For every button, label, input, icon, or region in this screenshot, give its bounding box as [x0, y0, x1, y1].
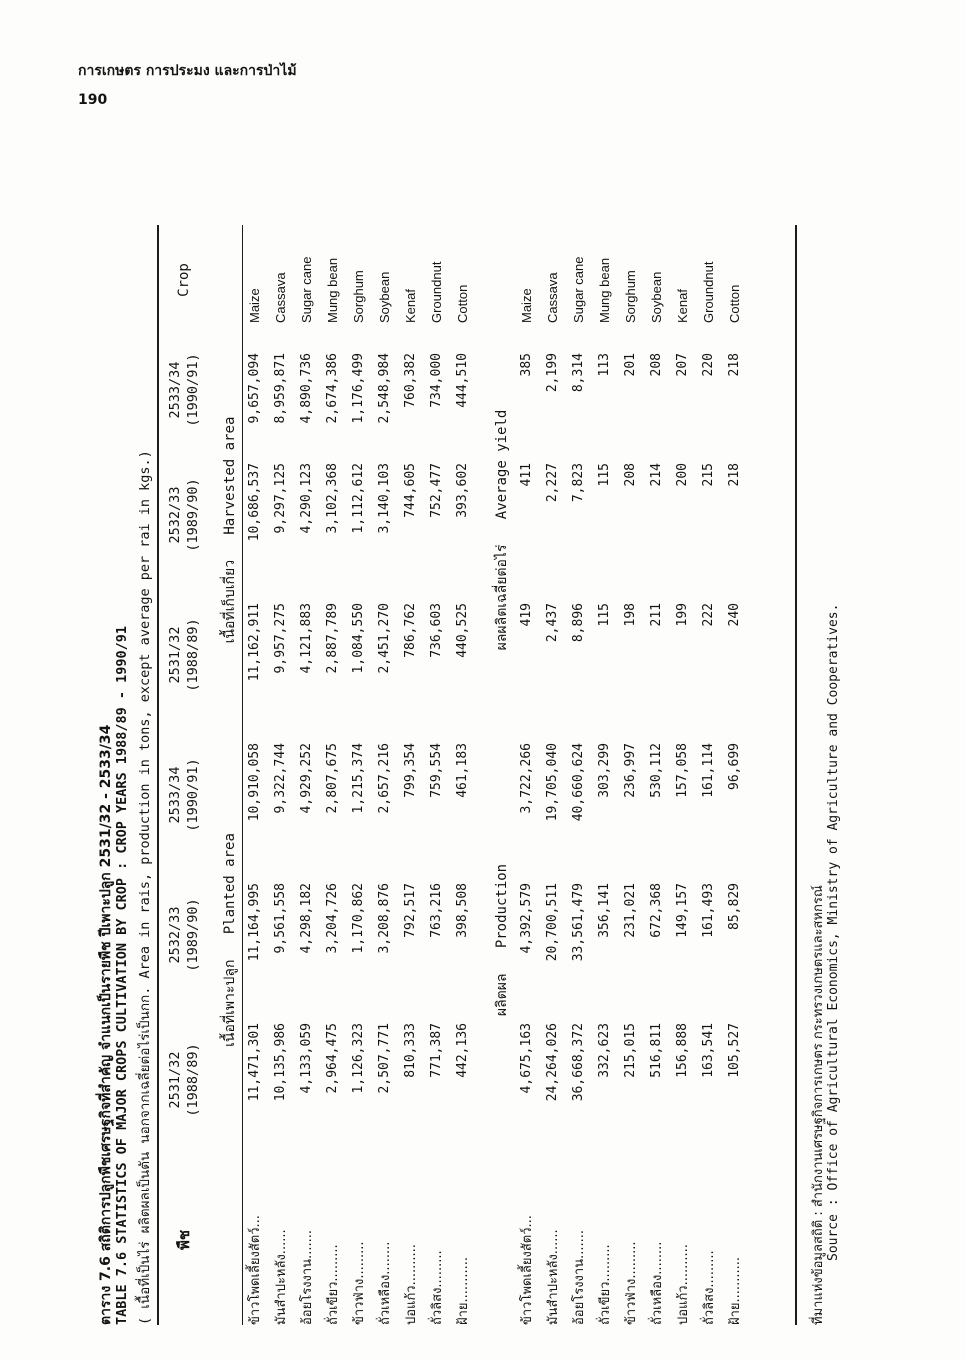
table-cell-value: 4,929,252: [298, 743, 314, 814]
page-header-title: การเกษตร การประมง และการป่าไม้: [78, 63, 297, 79]
table-cell-value: 2,657,216: [376, 743, 392, 814]
table-cell-value: 2,451,270: [376, 603, 392, 674]
crop-name-thai: ข้าวโพดเลี้ยงสัตว์...: [247, 1215, 263, 1325]
table-cell-value: 2,548,984: [376, 353, 392, 424]
crop-name-thai: ถั่วเขียว.........: [325, 1244, 341, 1325]
table-cell-value: 332,623: [596, 1023, 612, 1078]
section-label-production: [485, 725, 513, 1155]
table-units-note: ( เนื้อที่เป็นไร่ ผลิตผลเป็นตัน นอกจากเฉลี่ยต่อไร่เป็นกก. Area in rais, production in tons, except average per rai in kgs.): [137, 450, 153, 1325]
crop-name-english: Kenaf: [402, 289, 418, 323]
table-cell-value: 1,126,323: [350, 1023, 366, 1094]
table-cell-value: 24,264,026: [544, 1023, 560, 1102]
table-cell-value: 763,216: [428, 883, 444, 938]
column-header-year-thai: 2531/32: [167, 626, 183, 684]
table-cell-value: 419: [518, 603, 534, 627]
table-cell-value: 207: [674, 353, 690, 377]
table-cell-value: 218: [726, 463, 742, 487]
table-cell-value: 9,561,558: [272, 883, 288, 954]
section-label-harvested: [213, 335, 241, 725]
column-header-year: [165, 865, 203, 1005]
table-cell-value: 8,314: [570, 353, 586, 393]
table-bottom-rule: [795, 225, 797, 1325]
table-cell-value: 2,674,386: [324, 353, 340, 424]
table-cell-value: 4,890,736: [298, 353, 314, 424]
table-cell-value: 40,660,624: [570, 743, 586, 822]
table-cell-value: 9,657,094: [246, 353, 262, 424]
column-header-year-thai: 2532/33: [167, 906, 183, 964]
table-cell-value: 799,354: [402, 743, 418, 798]
table-cell-value: 2,199: [544, 353, 560, 393]
table-row: [513, 225, 539, 1325]
table-cell-value: 214: [648, 463, 664, 487]
table-cell-value: 149,157: [674, 883, 690, 938]
column-header-year-english: (1989/90): [185, 898, 201, 972]
table-cell-value: 211: [648, 603, 664, 627]
table-cell-value: 792,517: [402, 883, 418, 938]
table-cell-value: 734,000: [428, 353, 444, 408]
table-row: [423, 225, 449, 1325]
column-header-year-english: (1990/91): [185, 353, 201, 427]
table-cell-value: 672,368: [648, 883, 664, 938]
table-cell-value: 530,112: [648, 743, 664, 798]
table-cell-value: 9,957,275: [272, 603, 288, 674]
crop-name-english: Groundnut: [428, 261, 444, 323]
table-cell-value: 11,162,911: [246, 603, 262, 682]
column-header-year-thai: 2533/34: [167, 766, 183, 824]
table-cell-value: 744,605: [402, 463, 418, 518]
table-cell-value: 10,135,986: [272, 1023, 288, 1102]
column-header-year: [165, 725, 203, 865]
crop-name-english: Kenaf: [674, 289, 690, 323]
table-cell-value: 440,525: [454, 603, 470, 658]
table-cell-value: 759,554: [428, 743, 444, 798]
table-cell-value: 1,170,862: [350, 883, 366, 954]
table-cell-value: 7,823: [570, 463, 586, 503]
table-cell-value: 36,668,372: [570, 1023, 586, 1102]
column-header-year-english: (1989/90): [185, 478, 201, 552]
page-number: 190: [78, 92, 108, 108]
table-caption-thai: ตาราง 7.6 สถิติการปลูกพืชเศรษฐกิจที่สำคัญ จำแนกเป็นรายพืช ปีเพาะปลูก 2531/32 - 2533/34: [98, 724, 114, 1325]
table-top-rule: [157, 225, 159, 1325]
crop-name-thai: ข้าวฟ่าง.........: [623, 1241, 639, 1325]
section-header-row-production: [485, 225, 513, 1325]
table-row: [371, 225, 397, 1325]
table-row: [293, 225, 319, 1325]
table-cell-value: 8,959,871: [272, 353, 288, 424]
table-cell-value: 240: [726, 603, 742, 627]
table-cell-value: 3,208,876: [376, 883, 392, 954]
table-cell-value: 85,829: [726, 883, 742, 930]
table-cell-value: 2,437: [544, 603, 560, 643]
column-header-year: [165, 335, 203, 445]
table-cell-value: 215: [700, 463, 716, 487]
table-cell-value: 231,021: [622, 883, 638, 938]
table-cell-value: 105,527: [726, 1023, 742, 1078]
crop-name-english: Maize: [518, 288, 534, 323]
section-label-production-english: Production: [494, 863, 510, 949]
table-cell-value: 303,299: [596, 743, 612, 798]
crop-name-thai: มันสำปะหลัง......: [545, 1229, 561, 1325]
section-label-harvested-thai: เนื้อที่เก็บเกี่ยว: [222, 559, 238, 644]
source-note-english: Source : Office of Agricultural Economics, Ministry of Agriculture and Cooperatives.: [826, 603, 841, 1261]
table-row: [565, 225, 591, 1325]
table-cell-value: 96,699: [726, 743, 742, 790]
table-row: [617, 225, 643, 1325]
table-cell-value: 2,507,771: [376, 1023, 392, 1094]
crop-name-thai: ถั่วลิสง.........: [701, 1250, 717, 1325]
column-header-crop-english: Crop: [176, 263, 192, 297]
table-cell-value: 3,140,103: [376, 463, 392, 534]
column-header-year-english: (1990/91): [185, 758, 201, 832]
table-cell-value: 156,888: [674, 1023, 690, 1078]
rotated-table-block: [95, 165, 865, 1325]
table-cell-value: 201: [622, 353, 638, 377]
table-cell-value: 752,477: [428, 463, 444, 518]
crop-name-english: Sugar cane: [298, 256, 314, 323]
section-label-harvested-english: Harvested area: [222, 416, 238, 535]
table-row: [721, 225, 747, 1325]
table-cell-value: 786,762: [402, 603, 418, 658]
column-header-year-thai: 2532/33: [167, 486, 183, 544]
table-row: [591, 225, 617, 1325]
table-cell-value: 771,387: [428, 1023, 444, 1078]
column-header-row: [165, 225, 203, 1325]
table-cell-value: 220: [700, 353, 716, 377]
table-cell-value: 33,561,479: [570, 883, 586, 962]
table-cell-value: 760,382: [402, 353, 418, 408]
source-note-thai: ที่มาแห่งข้อมูลสถิติ : สำนักงานเศรษฐกิจการเกษตร กระทรวงเกษตรและสหกรณ์: [811, 885, 826, 1325]
crop-name-english: Soybean: [376, 271, 392, 323]
table-cell-value: 393,602: [454, 463, 470, 518]
table-cell-value: 161,493: [700, 883, 716, 938]
table-cell-value: 4,392,579: [518, 883, 534, 954]
table-cell-value: 208: [622, 463, 638, 487]
crop-name-english: Mung bean: [596, 257, 612, 323]
table-cell-value: 810,333: [402, 1023, 418, 1078]
crop-name-thai: ฝ้าย...........: [455, 1257, 471, 1325]
crop-name-thai: อ้อยโรงงาน.......: [299, 1229, 315, 1325]
table-cell-value: 115: [596, 603, 612, 627]
table-cell-value: 11,164,995: [246, 883, 262, 962]
table-cell-value: 2,964,475: [324, 1023, 340, 1094]
crop-name-thai: ฝ้าย...........: [727, 1257, 743, 1325]
table-cell-value: 4,675,163: [518, 1023, 534, 1094]
crop-name-english: Mung bean: [324, 257, 340, 323]
table-cell-value: 3,722,266: [518, 743, 534, 814]
table-row: [539, 225, 565, 1325]
table-cell-value: 3,102,368: [324, 463, 340, 534]
table-cell-value: 516,811: [648, 1023, 664, 1078]
column-header-year-thai: 2533/34: [167, 361, 183, 419]
table-row: [397, 225, 423, 1325]
section-label-yield: [485, 335, 513, 725]
crop-name-english: Sugar cane: [570, 256, 586, 323]
table-cell-value: 161,114: [700, 743, 716, 798]
column-header-crop-thai: พืช: [175, 1229, 193, 1251]
crop-name-thai: ปอแก้ว..........: [403, 1244, 419, 1325]
table-cell-value: 356,141: [596, 883, 612, 938]
table-cell-value: 198: [622, 603, 638, 627]
crop-name-thai: ปอแก้ว..........: [675, 1244, 691, 1325]
table-cell-value: 4,121,883: [298, 603, 314, 674]
table-row: [449, 225, 475, 1325]
table-row: [643, 225, 669, 1325]
crop-name-english: Sorghum: [622, 270, 638, 323]
column-header-year-thai: 2531/32: [167, 1051, 183, 1109]
crop-name-thai: ข้าวโพดเลี้ยงสัตว์...: [519, 1215, 535, 1325]
section-label-planted-thai: เนื้อที่เพาะปลูก: [222, 959, 238, 1047]
table-cell-value: 442,136: [454, 1023, 470, 1078]
crop-name-thai: ถั่วลิสง.........: [429, 1250, 445, 1325]
table-cell-value: 199: [674, 603, 690, 627]
table-cell-value: 9,322,744: [272, 743, 288, 814]
table-cell-value: 2,887,789: [324, 603, 340, 674]
crop-name-english: Soybean: [648, 271, 664, 323]
table-row: [267, 225, 293, 1325]
table-cell-value: 736,603: [428, 603, 444, 658]
table-cell-value: 1,176,499: [350, 353, 366, 424]
table-cell-value: 1,084,550: [350, 603, 366, 674]
table-cell-value: 461,183: [454, 743, 470, 798]
table-cell-value: 3,204,726: [324, 883, 340, 954]
table-row: [669, 225, 695, 1325]
crop-name-english: Sorghum: [350, 270, 366, 323]
section-label-yield-english: Average yield: [494, 409, 510, 520]
section-label-yield-thai: ผลผลิตเฉลี่ยต่อไร่: [494, 544, 510, 651]
table-cell-value: 115: [596, 463, 612, 487]
table-cell-value: 157,058: [674, 743, 690, 798]
table-cell-value: 1,112,612: [350, 463, 366, 534]
crop-name-thai: ข้าวฟ่าง.........: [351, 1241, 367, 1325]
table-cell-value: 200: [674, 463, 690, 487]
crop-statistics-table: [165, 225, 747, 1325]
table-cell-value: 218: [726, 353, 742, 377]
column-header-year: [165, 585, 203, 725]
table-cell-value: 411: [518, 463, 534, 487]
crop-name-thai: อ้อยโรงงาน.......: [571, 1229, 587, 1325]
table-cell-value: 208: [648, 353, 664, 377]
crop-name-thai: ถั่วเหลือง........: [377, 1241, 393, 1325]
crop-name-thai: มันสำปะหลัง......: [273, 1229, 289, 1325]
table-row: [345, 225, 371, 1325]
column-header-year-english: (1988/89): [185, 618, 201, 692]
table-cell-value: 10,910,058: [246, 743, 262, 822]
table-cell-value: 385: [518, 353, 534, 377]
table-cell-value: 163,541: [700, 1023, 716, 1078]
table-cell-value: 11,471,301: [246, 1023, 262, 1102]
table-cell-value: 10,686,537: [246, 463, 262, 542]
table-cell-value: 20,700,511: [544, 883, 560, 962]
table-cell-value: 398,508: [454, 883, 470, 938]
table-cell-value: 444,510: [454, 353, 470, 408]
crop-name-thai: ถั่วเขียว.........: [597, 1244, 613, 1325]
table-cell-value: 215,015: [622, 1023, 638, 1078]
table-cell-value: 19,705,040: [544, 743, 560, 822]
column-header-year-english: (1988/89): [185, 1043, 201, 1117]
section-header-row-area: [213, 225, 241, 1325]
column-header-year: [165, 1005, 203, 1155]
table-caption-english: TABLE 7.6 STATISTICS OF MAJOR CROPS CULTIVATION BY CROP : CROP YEARS 1988/89 - 1990/91: [114, 626, 130, 1325]
table-row: [319, 225, 345, 1325]
section-label-production-thai: ผลิตผล: [494, 973, 510, 1017]
crop-name-english: Cotton: [454, 284, 470, 323]
section-label-planted: [213, 725, 241, 1155]
section-label-planted-english: Planted area: [222, 833, 238, 935]
table-cell-value: 236,997: [622, 743, 638, 798]
column-header-year: [165, 445, 203, 585]
table-cell-value: 222: [700, 603, 716, 627]
table-cell-value: 2,807,675: [324, 743, 340, 814]
table-cell-value: 9,297,125: [272, 463, 288, 534]
table-cell-value: 4,133,059: [298, 1023, 314, 1094]
table-cell-value: 8,896: [570, 603, 586, 643]
crop-name-english: Cassava: [544, 272, 560, 323]
table-cell-value: 4,298,182: [298, 883, 314, 954]
crop-name-thai: ถั่วเหลือง........: [649, 1241, 665, 1325]
table-cell-value: 2,227: [544, 463, 560, 503]
crop-name-english: Cotton: [726, 284, 742, 323]
table-cell-value: 4,290,123: [298, 463, 314, 534]
table-row: [695, 225, 721, 1325]
table-cell-value: 113: [596, 353, 612, 377]
table-row: [241, 225, 267, 1325]
crop-name-english: Maize: [246, 288, 262, 323]
crop-name-english: Groundnut: [700, 261, 716, 323]
crop-name-english: Cassava: [272, 272, 288, 323]
table-cell-value: 1,215,374: [350, 743, 366, 814]
